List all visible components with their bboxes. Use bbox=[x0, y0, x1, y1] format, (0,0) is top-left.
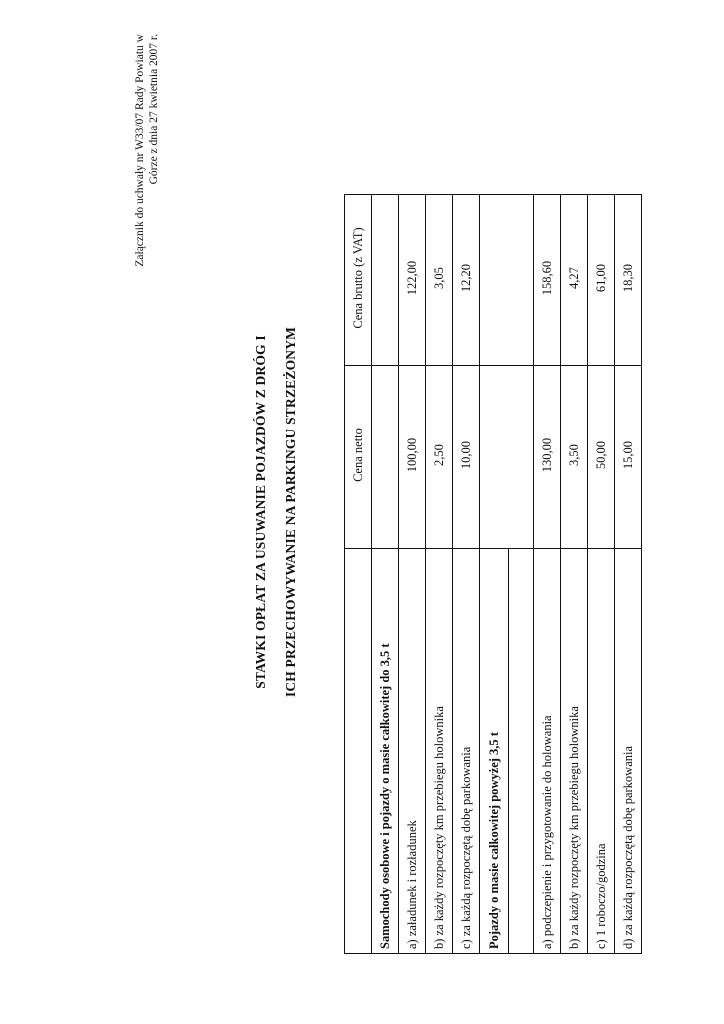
rates-table bbox=[344, 194, 642, 954]
table-row bbox=[453, 195, 480, 954]
empty-cell bbox=[480, 366, 534, 549]
gross-price: 61,00 bbox=[588, 195, 615, 366]
row-label: a) podczepienie i przygotowanie do holowania bbox=[534, 549, 561, 954]
net-price: 2,50 bbox=[426, 366, 453, 549]
gross-price: 4,27 bbox=[561, 195, 588, 366]
title-line-2: ICH PRZECHOWYWANIE NA PARKINGU STRZEŻONYM bbox=[283, 326, 298, 698]
row-label: b) za każdy rozpoczęty km przebiegu holownika bbox=[426, 549, 453, 954]
net-price: 15,00 bbox=[615, 366, 642, 549]
row-label: c) 1 roboczo/godzina bbox=[588, 549, 615, 954]
gross-price: 12,20 bbox=[453, 195, 480, 366]
group-2-heading: Pojazdy o masie całkowitej powyżej 3,5 t bbox=[480, 549, 509, 954]
net-price: 50,00 bbox=[588, 366, 615, 549]
empty-cell bbox=[509, 549, 534, 954]
empty-cell bbox=[372, 195, 399, 366]
table-row bbox=[588, 195, 615, 954]
net-price: 10,00 bbox=[453, 366, 480, 549]
row-label: d) za każdą rozpoczętą dobę parkowania bbox=[615, 549, 642, 954]
empty-cell bbox=[480, 195, 534, 366]
title-line-1: STAWKI OPŁAT ZA USUWANIE POJAZDÓW Z DRÓG I bbox=[253, 335, 268, 689]
group-2-heading-row bbox=[480, 195, 509, 954]
row-label: b) za każdy rozpoczęty km przebiegu holownika bbox=[561, 549, 588, 954]
net-price: 130,00 bbox=[534, 366, 561, 549]
table-row bbox=[426, 195, 453, 954]
attachment-note bbox=[133, 34, 161, 334]
table-row bbox=[615, 195, 642, 954]
empty-cell bbox=[372, 366, 399, 549]
net-price: 3,50 bbox=[561, 366, 588, 549]
row-label: c) za każdą rozpoczętą dobę parkowania bbox=[453, 549, 480, 954]
gross-price: 158,60 bbox=[534, 195, 561, 366]
table-row bbox=[534, 195, 561, 954]
gross-price: 122,00 bbox=[399, 195, 426, 366]
header-gross-price: Cena brutto (z VAT) bbox=[345, 195, 372, 366]
header-net-price: Cena netto bbox=[345, 366, 372, 549]
table-row bbox=[399, 195, 426, 954]
attachment-line-2: Górze z dnia 27 kwietnia 2007 r. bbox=[148, 34, 160, 185]
document-title bbox=[246, 0, 306, 1024]
table-header-row bbox=[345, 195, 372, 954]
header-empty-cell bbox=[345, 549, 372, 954]
gross-price: 3,05 bbox=[426, 195, 453, 366]
gross-price: 18,30 bbox=[615, 195, 642, 366]
net-price: 100,00 bbox=[399, 366, 426, 549]
row-label: a) załadunek i rozładunek bbox=[399, 549, 426, 954]
group-1-heading-row bbox=[372, 195, 399, 954]
attachment-line-1: Załącznik do uchwały nr W33/07 Rady Powiatu w bbox=[134, 34, 146, 267]
table-row bbox=[561, 195, 588, 954]
group-1-heading: Samochody osobowe i pojazdy o masie całkowitej do 3,5 t bbox=[372, 549, 399, 954]
